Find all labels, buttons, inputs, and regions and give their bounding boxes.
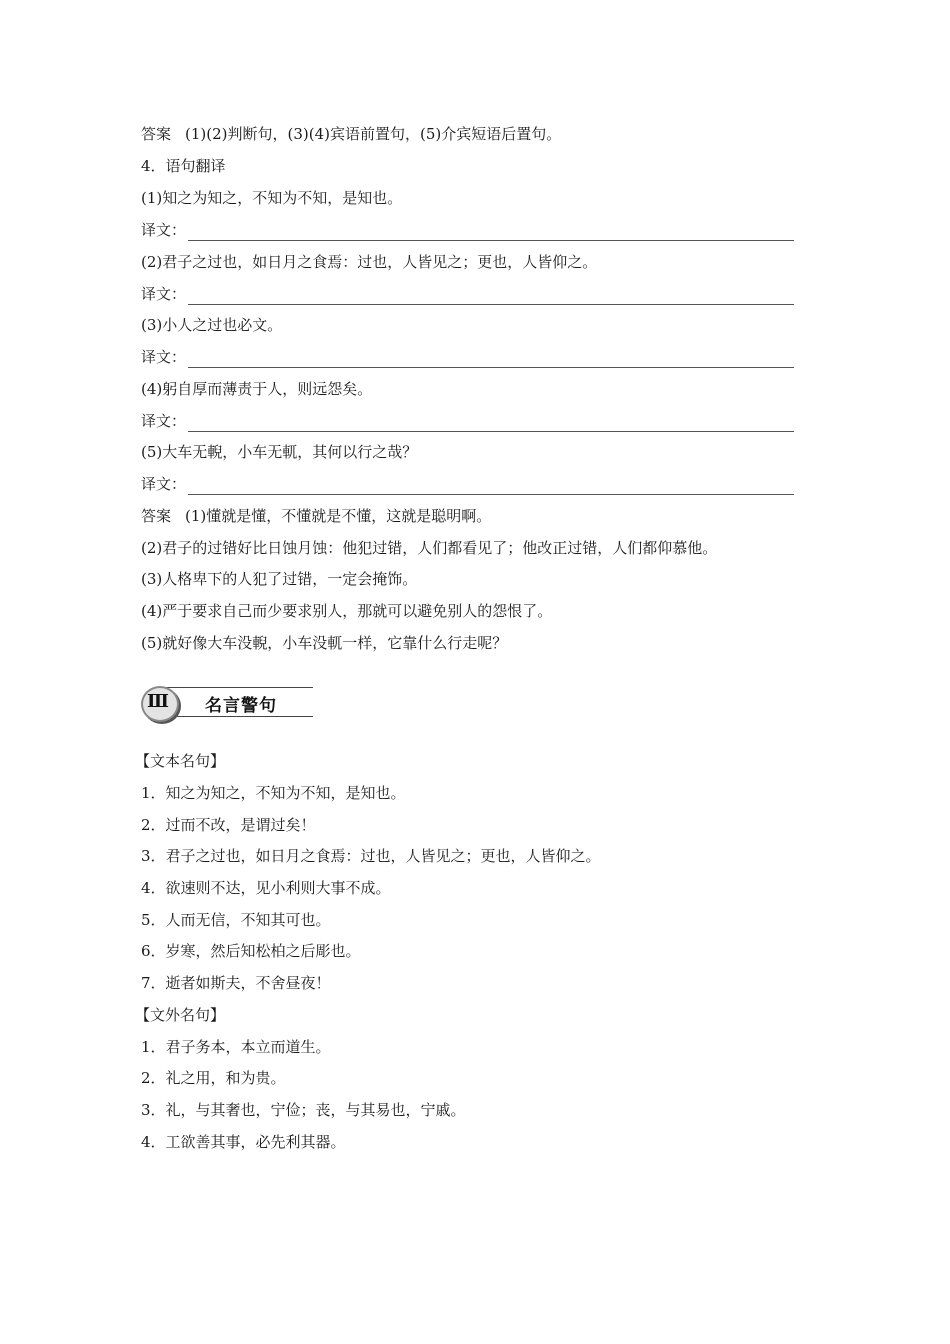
answer-text: (1)(2)判断句，(3)(4)宾语前置句，(5)介宾短语后置句。: [185, 125, 562, 143]
answer-translation-5: (5)就好像大车没輗，小车没軏一样，它靠什么行走呢？: [141, 634, 508, 652]
translation-label: 译文：: [141, 412, 187, 430]
answer-line-2: [141, 505, 491, 527]
answer-line-1: [141, 123, 561, 145]
translation-blank-2[interactable]: [188, 289, 794, 305]
answer-translation-3: (3)人格卑下的人犯了过错，一定会掩饰。: [141, 570, 418, 588]
extra-quote-1: 1．君子务本，本立而道生。: [141, 1038, 331, 1056]
text-quote-6: 6．岁寒，然后知松柏之后彫也。: [141, 942, 361, 960]
source-sentence-5: (5)大车无輗，小车无軏，其何以行之哉？: [141, 443, 418, 461]
source-sentence-1: (1)知之为知之，不知为不知，是知也。: [141, 189, 403, 207]
answer-label: 答案: [141, 507, 172, 525]
extra-quote-3: 3．礼，与其奢也，宁俭；丧，与其易也，宁戚。: [141, 1101, 466, 1119]
section-header-famous-quotes: [141, 686, 316, 720]
text-quote-2: 2．过而不改，是谓过矣！: [141, 816, 316, 834]
source-sentence-3: (3)小人之过也必文。: [141, 316, 283, 334]
translation-row-5: [141, 473, 794, 495]
text-quotes-heading: 【文本名句】: [135, 752, 226, 770]
translation-blank-5[interactable]: [188, 479, 794, 495]
extra-quote-4: 4．工欲善其事，必先利其器。: [141, 1133, 346, 1151]
text-quote-1: 1．知之为知之，不知为不知，是知也。: [141, 784, 406, 802]
section-rule-bottom: [161, 716, 313, 717]
extra-quote-2: 2．礼之用，和为贵。: [141, 1069, 286, 1087]
translation-label: 译文：: [141, 285, 187, 303]
translation-label: 译文：: [141, 475, 187, 493]
translation-row-1: [141, 219, 794, 241]
translation-row-2: [141, 283, 794, 305]
translation-label: 译文：: [141, 221, 187, 239]
section-rule-top: [161, 687, 313, 688]
section-title: 名言警句: [205, 696, 277, 716]
answer-label: 答案: [141, 125, 172, 143]
translation-blank-3[interactable]: [188, 352, 794, 368]
extra-quotes-heading: 【文外名句】: [135, 1006, 226, 1024]
section-number: Ⅲ: [147, 691, 169, 712]
translation-blank-4[interactable]: [188, 416, 794, 432]
translation-label: 译文：: [141, 348, 187, 366]
answer-translation-2: (2)君子的过错好比日蚀月蚀：他犯过错，人们都看见了；他改正过错，人们都仰慕他。: [141, 539, 718, 557]
text-quote-5: 5．人而无信，不知其可也。: [141, 911, 331, 929]
text-quote-4: 4．欲速则不达，见小利则大事不成。: [141, 879, 391, 897]
translation-row-3: [141, 346, 794, 368]
section-heading-translation: 4．语句翻译: [141, 157, 226, 175]
text-quote-7: 7．逝者如斯夫，不舍昼夜！: [141, 974, 331, 992]
source-sentence-2: (2)君子之过也，如日月之食焉：过也，人皆见之；更也，人皆仰之。: [141, 253, 598, 271]
answer-translation-4: (4)严于要求自己而少要求别人，那就可以避免别人的怨恨了。: [141, 602, 553, 620]
translation-blank-1[interactable]: [188, 225, 794, 241]
source-sentence-4: (4)躬自厚而薄责于人，则远怨矣。: [141, 380, 373, 398]
text-quote-3: 3．君子之过也，如日月之食焉：过也，人皆见之；更也，人皆仰之。: [141, 847, 601, 865]
translation-row-4: [141, 410, 794, 432]
answer-translation-1: (1)懂就是懂，不懂就是不懂，这就是聪明啊。: [185, 507, 492, 525]
